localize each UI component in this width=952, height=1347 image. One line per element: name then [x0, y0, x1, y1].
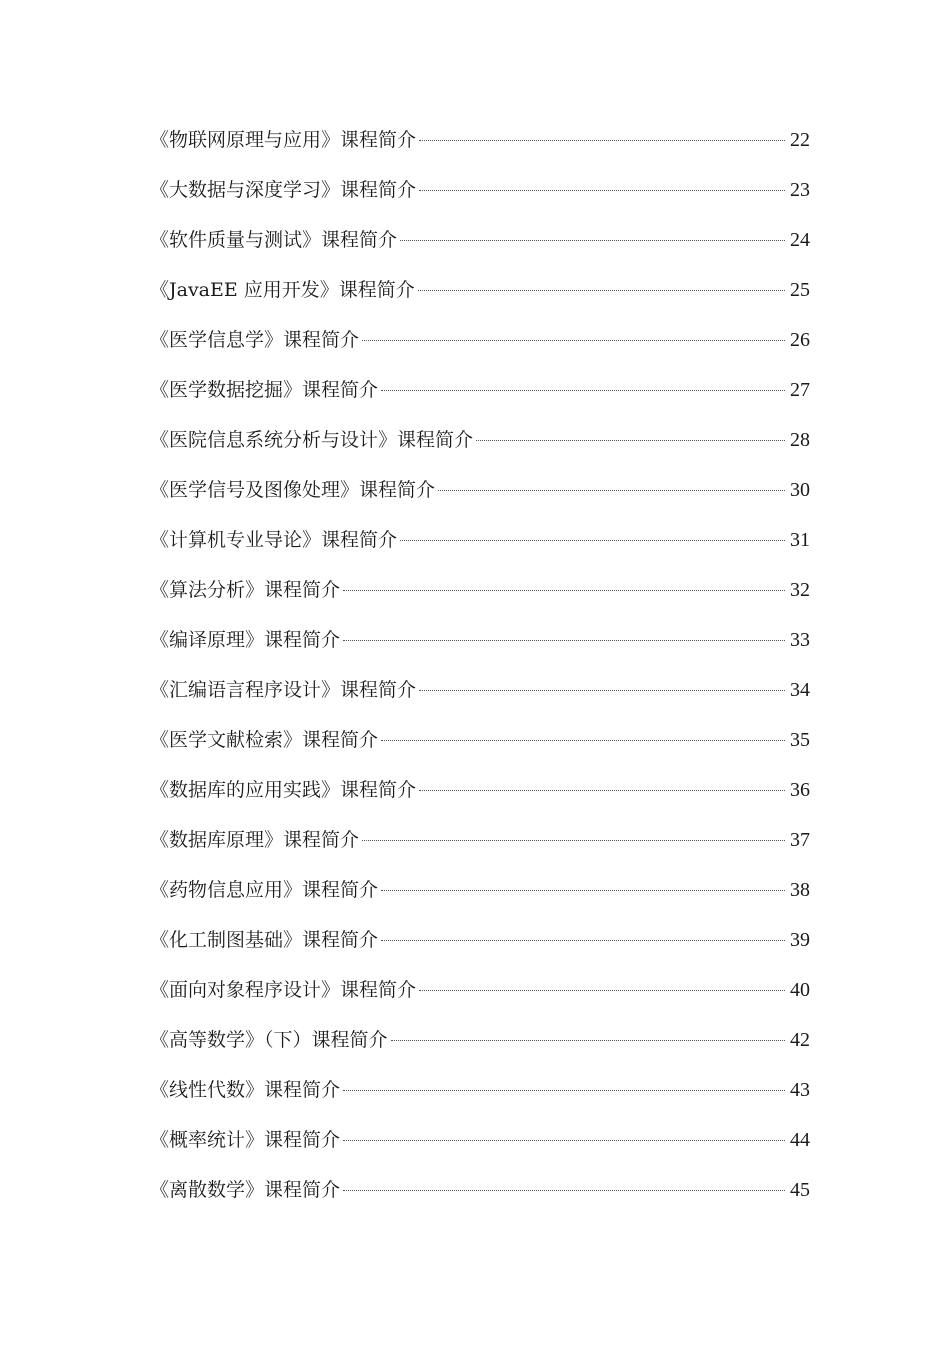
- dot-leader: [476, 440, 785, 441]
- toc-entry-page-number: 36: [790, 779, 810, 801]
- dot-leader: [343, 1190, 785, 1191]
- dot-leader: [419, 990, 785, 991]
- toc-entry-page-number: 37: [790, 829, 810, 851]
- toc-entry[interactable]: [150, 415, 810, 465]
- dot-leader: [419, 190, 785, 191]
- toc-entry-page-number: 38: [790, 879, 810, 901]
- toc-entry-title: 《JavaEE 应用开发》课程简介: [150, 279, 415, 301]
- dot-leader: [438, 490, 785, 491]
- toc-entry-page-number: 22: [790, 129, 810, 151]
- dot-leader: [381, 940, 785, 941]
- dot-leader: [343, 640, 785, 641]
- toc-entry-page-number: 39: [790, 929, 810, 951]
- toc-entry-title: 《医学数据挖掘》课程简介: [150, 379, 379, 401]
- toc-entry[interactable]: [150, 115, 810, 165]
- toc-entry-title: 《软件质量与测试》课程简介: [150, 229, 398, 251]
- toc-entry-page-number: 43: [790, 1079, 810, 1101]
- toc-entry-title: 《大数据与深度学习》课程简介: [150, 179, 417, 201]
- toc-entry-page-number: 24: [790, 229, 810, 251]
- toc-entry-page-number: 35: [790, 729, 810, 751]
- dot-leader: [343, 590, 785, 591]
- toc-entry-title: 《面向对象程序设计》课程简介: [150, 979, 417, 1001]
- dot-leader: [400, 540, 785, 541]
- toc-entry[interactable]: [150, 515, 810, 565]
- toc-entry-title: 《线性代数》课程简介: [150, 1079, 341, 1101]
- dot-leader: [419, 140, 785, 141]
- toc-entry-page-number: 40: [790, 979, 810, 1001]
- toc-entry[interactable]: [150, 615, 810, 665]
- toc-entry-title: 《算法分析》课程简介: [150, 579, 341, 601]
- toc-entry-page-number: 33: [790, 629, 810, 651]
- toc-entry-title: 《数据库的应用实践》课程简介: [150, 779, 417, 801]
- toc-entry-page-number: 26: [790, 329, 810, 351]
- toc-entry[interactable]: [150, 865, 810, 915]
- toc-entry-page-number: 34: [790, 679, 810, 701]
- toc-entry[interactable]: [150, 1015, 810, 1065]
- dot-leader: [362, 840, 785, 841]
- dot-leader: [419, 790, 785, 791]
- toc-entry[interactable]: [150, 565, 810, 615]
- dot-leader: [381, 740, 785, 741]
- dot-leader: [381, 890, 785, 891]
- dot-leader: [343, 1140, 785, 1141]
- toc-entry-page-number: 28: [790, 429, 810, 451]
- toc-entry[interactable]: [150, 815, 810, 865]
- dot-leader: [343, 1090, 785, 1091]
- toc-entry-page-number: 25: [790, 279, 810, 301]
- dot-leader: [391, 1040, 785, 1041]
- dot-leader: [362, 340, 785, 341]
- toc-entry[interactable]: [150, 215, 810, 265]
- toc-entry-title: 《化工制图基础》课程简介: [150, 929, 379, 951]
- toc-entry-page-number: 32: [790, 579, 810, 601]
- toc-entry-title: 《概率统计》课程简介: [150, 1129, 341, 1151]
- toc-entry[interactable]: [150, 665, 810, 715]
- toc-entry[interactable]: [150, 765, 810, 815]
- toc-entry[interactable]: [150, 315, 810, 365]
- toc-entry-page-number: 44: [790, 1129, 810, 1151]
- toc-entry[interactable]: [150, 1115, 810, 1165]
- table-of-contents: [150, 115, 810, 1215]
- toc-entry[interactable]: [150, 915, 810, 965]
- toc-entry[interactable]: [150, 1065, 810, 1115]
- toc-entry[interactable]: [150, 265, 810, 315]
- toc-entry[interactable]: [150, 715, 810, 765]
- toc-entry-title: 《汇编语言程序设计》课程简介: [150, 679, 417, 701]
- toc-entry[interactable]: [150, 365, 810, 415]
- toc-entry-page-number: 45: [790, 1179, 810, 1201]
- toc-entry-page-number: 30: [790, 479, 810, 501]
- toc-entry-title: 《数据库原理》课程简介: [150, 829, 360, 851]
- toc-entry-page-number: 42: [790, 1029, 810, 1051]
- dot-leader: [400, 240, 785, 241]
- toc-entry-title: 《医学信息学》课程简介: [150, 329, 360, 351]
- toc-entry-title: 《编译原理》课程简介: [150, 629, 341, 651]
- toc-entry-title: 《计算机专业导论》课程简介: [150, 529, 398, 551]
- toc-entry[interactable]: [150, 165, 810, 215]
- toc-entry-title: 《医院信息系统分析与设计》课程简介: [150, 429, 474, 451]
- dot-leader: [419, 690, 785, 691]
- dot-leader: [418, 290, 785, 291]
- toc-entry-title: 《医学文献检索》课程简介: [150, 729, 379, 751]
- toc-entry-page-number: 23: [790, 179, 810, 201]
- toc-entry-title: 《离散数学》课程简介: [150, 1179, 341, 1201]
- toc-entry-page-number: 27: [790, 379, 810, 401]
- toc-entry-page-number: 31: [790, 529, 810, 551]
- toc-entry[interactable]: [150, 1165, 810, 1215]
- toc-entry[interactable]: [150, 965, 810, 1015]
- toc-entry-title: 《药物信息应用》课程简介: [150, 879, 379, 901]
- toc-entry-title: 《高等数学》（下）课程简介: [150, 1029, 388, 1051]
- dot-leader: [381, 390, 785, 391]
- toc-entry-title: 《医学信号及图像处理》课程简介: [150, 479, 436, 501]
- toc-entry-title: 《物联网原理与应用》课程简介: [150, 129, 417, 151]
- toc-entry[interactable]: [150, 465, 810, 515]
